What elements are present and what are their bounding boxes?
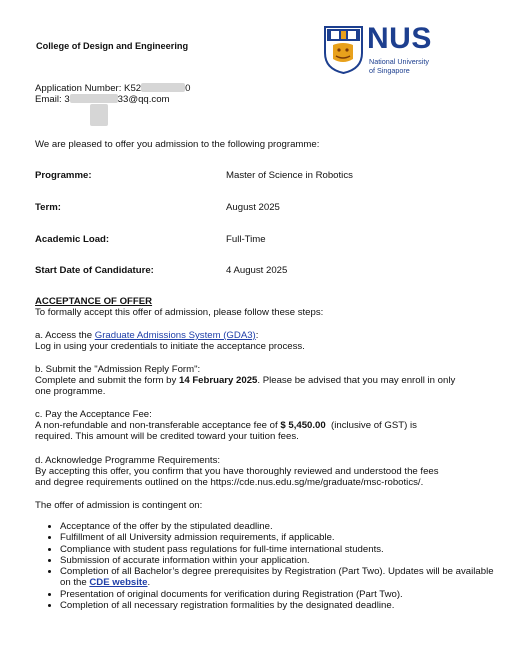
list-item: • Compliance with student pass regulations for full-time international students. bbox=[60, 544, 500, 555]
nus-crest-icon bbox=[323, 25, 364, 75]
college-name: College of Design and Engineering bbox=[36, 41, 189, 51]
nus-logo-subtitle-1: National University bbox=[369, 57, 429, 66]
intro-text: We are pleased to offer you admission to the following programme: bbox=[35, 139, 320, 150]
contingent-list bbox=[46, 521, 500, 611]
redaction-block bbox=[141, 83, 185, 92]
term-label: Term: bbox=[35, 202, 61, 213]
step-a-detail: Log in using your credentials to initiate the acceptance process. bbox=[35, 341, 305, 352]
step-d-title: d. Acknowledge Programme Requirements: bbox=[35, 455, 221, 466]
redaction-block bbox=[70, 94, 118, 103]
start-date-value: 4 August 2025 bbox=[226, 265, 288, 276]
step-c-detail: A non-refundable and non-transferable acceptance fee of $ 5,450.00 (inclusive of GST) is bbox=[35, 420, 417, 431]
contingent-intro: The offer of admission is contingent on: bbox=[35, 500, 203, 511]
gda3-link[interactable]: Graduate Admissions System (GDA3) bbox=[94, 330, 256, 341]
step-b-detail: Complete and submit the form by 14 February 2025. Please be advised that you may enroll in only bbox=[35, 375, 456, 386]
list-item: • Completion of all necessary registration formalities by the designated deadline. bbox=[60, 600, 500, 611]
application-number: Application Number: K52 0 bbox=[35, 83, 191, 94]
step-b-detail-2: one programme. bbox=[35, 386, 106, 397]
nus-logo-subtitle-2: of Singapore bbox=[369, 66, 410, 75]
redaction-block bbox=[90, 104, 108, 126]
academic-load-value: Full-Time bbox=[226, 234, 266, 245]
step-c-title: c. Pay the Acceptance Fee: bbox=[35, 409, 152, 420]
list-item: • Acceptance of the offer by the stipulated deadline. bbox=[60, 521, 500, 532]
programme-value: Master of Science in Robotics bbox=[226, 170, 353, 181]
step-d-detail-2: and degree requirements outlined on the https://cde.nus.edu.sg/me/graduate/msc-robotics/. bbox=[35, 477, 424, 488]
acceptance-heading: ACCEPTANCE OF OFFER bbox=[35, 296, 153, 307]
reply-deadline: 14 February 2025 bbox=[178, 375, 258, 386]
list-item: • Completion of all Bachelor’s degree prerequisites by Registration (Part Two). Updates will be available on the CDE website. bbox=[60, 566, 500, 589]
cde-website-link[interactable]: CDE website bbox=[89, 577, 148, 589]
applicant-email: Email: 3 33@qq.com bbox=[35, 94, 170, 105]
start-date-label: Start Date of Candidature: bbox=[35, 265, 154, 276]
step-d-detail: By accepting this offer, you confirm that you have thoroughly reviewed and understood the fees bbox=[35, 466, 439, 477]
acceptance-intro: To formally accept this offer of admission, please follow these steps: bbox=[35, 307, 324, 318]
step-c-detail-2: required. This amount will be credited toward your tuition fees. bbox=[35, 431, 299, 442]
nus-logo-text: NUS bbox=[367, 22, 432, 55]
term-value: August 2025 bbox=[226, 202, 280, 213]
acceptance-fee: $ 5,450.00 bbox=[280, 420, 326, 431]
step-b-title: b. Submit the "Admission Reply Form": bbox=[35, 364, 201, 375]
step-a-title: a. Access the Graduate Admissions System (GDA3): bbox=[35, 330, 259, 341]
list-item: • Presentation of original documents for verification during Registration (Part Two). bbox=[60, 589, 500, 600]
list-item: • Fulfillment of all University admission requirements, if applicable. bbox=[60, 532, 500, 543]
programme-label: Programme: bbox=[35, 170, 92, 181]
academic-load-label: Academic Load: bbox=[35, 234, 110, 245]
list-item: • Submission of accurate information within your application. bbox=[60, 555, 500, 566]
